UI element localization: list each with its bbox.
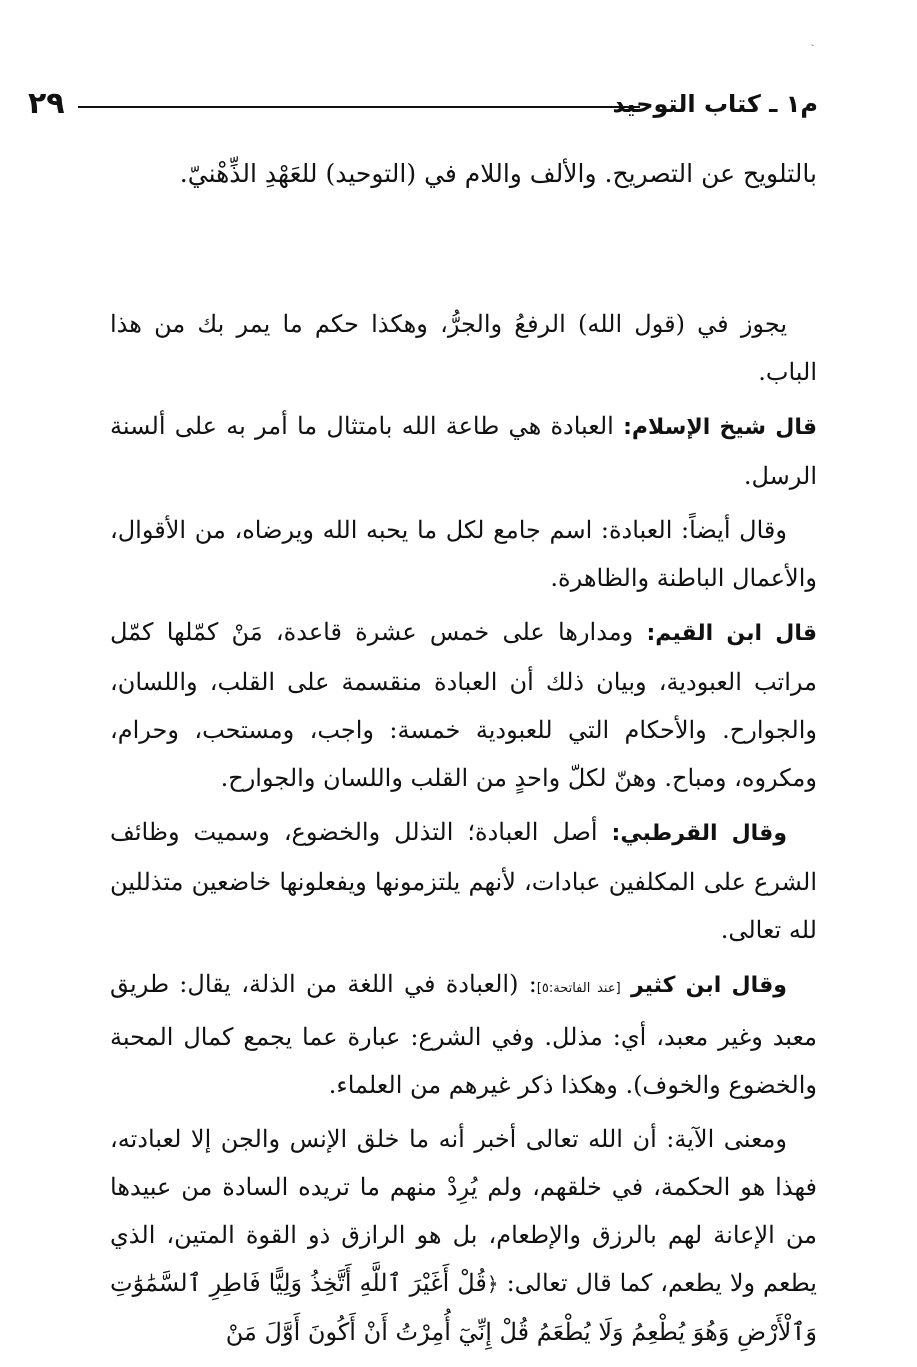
paragraph-text: : (العبادة في اللغة من الذلة، يقال: طريق معبد وغير معبد، أي: مذلل. وفي الشرع: عبارة عما يجمع كمال المحبة والخضوع والخوف). وهكذا ذكر غيرهم من العلماء. [110, 970, 817, 1099]
paragraph-qurtubi [110, 808, 817, 954]
margin-mark: ﹳ [811, 38, 814, 49]
running-title: م١ ـ كتاب التوحيد [612, 90, 818, 118]
speaker-label: قال ابن القيم: [646, 621, 818, 646]
speaker-label: وقال القرطبي: [611, 821, 788, 846]
paragraph-text: يجوز في (قول الله) الرفعُ والجرُّ، وهكذا حكم ما يمر بك من هذا الباب. [110, 310, 817, 386]
main-text [110, 300, 817, 1362]
paragraph-grammar-note [110, 300, 817, 396]
header-rule [78, 106, 640, 108]
paragraph-text: ومدارها على خمس عشرة قاعدة، مَنْ كمّلها كمّل مراتب العبودية، وبيان ذلك أن العبادة منقسمة على القلب، واللسان، والجوارح. والأحكام التي للعبودية خمسة: واجب، ومستحب، وحرام، ومكروه، ومباح. وهنّ لكلّ واحدٍ من القلب واللسان والجوارح. [110, 618, 817, 792]
page-number: ٢٩ [28, 86, 65, 121]
paragraph-also-said [110, 506, 817, 602]
paragraph-verse-meaning [110, 1115, 817, 1356]
continuation-line: بالتلويح عن التصريح. والألف واللام في (التوحيد) للعَهْدِ الذِّهْنيّ. [179, 159, 817, 188]
citation-reference: [عند الفاتحة:٥] [536, 981, 621, 996]
speaker-label: قال شيخ الإسلام: [623, 415, 817, 440]
paragraph-shaykh-islam [110, 402, 817, 500]
paragraph-ibn-kathir [110, 960, 817, 1109]
speaker-label: وقال ابن كثير [630, 973, 787, 998]
paragraph-ibn-qayyim [110, 608, 817, 802]
quran-verse: قُلْ أَغَيْرَ ٱللَّهِ أَتَّخِذُ وَلِيًّا فَاطِرِ ٱلسَّمَٰوَٰتِ وَٱلْأَرْضِ وَهُوَ يُطْعِمُ وَلَا يُطْعَمُ قُلْ إِنِّيٓ أُمِرْتُ أَنْ أَكُونَ أَوَّلَ مَنْ [110, 1269, 817, 1346]
quran-open-bracket: ﴿ [486, 1272, 499, 1296]
paragraph-text: ومعنى الآية: أن الله تعالى أخبر أنه ما خلق الإنس والجن إلا لعبادته، فهذا هو الحكمة، في خلقهم، ولم يُرِدْ منهم ما تريده السادة من عبيدها من الإعانة لهم بالرزق والإطعام، بل هو الرازق ذو القوة المتين، الذي يطعم ولا يطعم، كما قال تعالى: [110, 1125, 817, 1297]
paragraph-text: وقال أيضاً: العبادة: اسم جامع لكل ما يحبه الله ويرضاه، من الأقوال، والأعمال الباطنة والظاهرة. [110, 516, 817, 592]
paragraph-text: العبادة هي طاعة الله بامتثال ما أمر به على ألسنة الرسل. [110, 412, 817, 490]
page-header [28, 86, 818, 122]
paragraph-text: أصل العبادة؛ التذلل والخضوع، وسميت وظائف الشرع على المكلفين عبادات، لأنهم يلتزمونها ويفعلونها خاضعين متذللين لله تعالى. [110, 818, 817, 944]
